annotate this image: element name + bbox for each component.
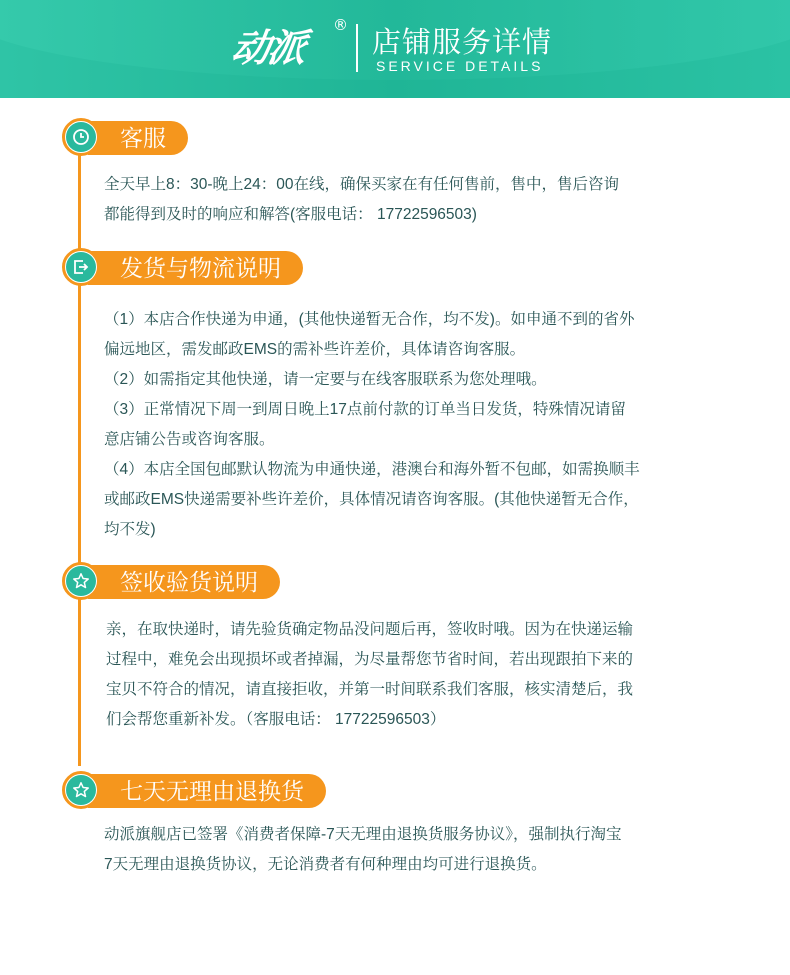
- section-body: [104, 170, 619, 230]
- registered-mark: ®: [333, 16, 348, 34]
- text-line: （1）本店合作快递为申通，(其他快递暂无合作，均不发)。如申通不到的省外: [104, 311, 635, 328]
- header-banner: [0, 0, 790, 98]
- section-title: 发货与物流说明: [88, 251, 303, 285]
- timeline-line: [78, 285, 81, 570]
- timeline-line: [78, 155, 81, 255]
- text-line: 们会帮您重新补发。（客服电话： 17722596503）: [106, 711, 446, 728]
- exit-icon: [62, 248, 100, 286]
- text-line: 都能得到及时的响应和解答(客服电话： 17722596503): [104, 206, 477, 223]
- text-line: 均不发): [104, 521, 156, 538]
- text-line: 动派旗舰店已签署《消费者保障-7天无理由退换货服务协议》，强制执行淘宝: [104, 826, 622, 843]
- page-title: 店铺服务详情: [372, 27, 553, 59]
- section-body: [106, 615, 633, 735]
- clock-icon: [62, 118, 100, 156]
- text-line: 宝贝不符合的情况，请直接拒收，并第一时间联系我们客服，核实清楚后，我: [106, 681, 634, 698]
- text-line: 意店铺公告或咨询客服。: [104, 431, 275, 448]
- page-subtitle: SERVICE DETAILS: [376, 58, 544, 74]
- section-title: 客服: [88, 121, 188, 155]
- text-line: 亲，在取快递时，请先验货确定物品没问题后再，签收时哦。因为在快递运输: [106, 621, 634, 638]
- text-line: 偏远地区，需发邮政EMS的需补些许差价，具体请咨询客服。: [104, 341, 526, 358]
- section-title: 签收验货说明: [88, 565, 280, 599]
- header-divider: [356, 24, 358, 72]
- section-body: [104, 305, 640, 545]
- text-line: （3）正常情况下周一到周日晚上17点前付款的订单当日发货，特殊情况请留: [104, 401, 626, 418]
- text-line: 或邮政EMS快递需要补些许差价，具体情况请咨询客服。(其他快递暂无合作，: [104, 491, 639, 508]
- star-icon: [62, 771, 100, 809]
- brand-logo: 动派: [228, 25, 308, 70]
- section-body: [104, 820, 622, 880]
- timeline-line: [78, 598, 81, 766]
- star-icon: [62, 562, 100, 600]
- text-line: 全天早上8：30-晚上24：00在线，确保买家在有任何售前，售中，售后咨询: [104, 176, 620, 193]
- text-line: （2）如需指定其他快递，请一定要与在线客服联系为您处理哦。: [104, 371, 547, 388]
- text-line: 过程中，难免会出现损坏或者掉漏，为尽量帮您节省时间，若出现跟拍下来的: [106, 651, 634, 668]
- text-line: （4）本店全国包邮默认物流为申通快递，港澳台和海外暂不包邮，如需换顺丰: [104, 461, 640, 478]
- section-title: 七天无理由退换货: [88, 774, 326, 808]
- text-line: 7天无理由退换货协议，无论消费者有何种理由均可进行退换货。: [104, 856, 547, 873]
